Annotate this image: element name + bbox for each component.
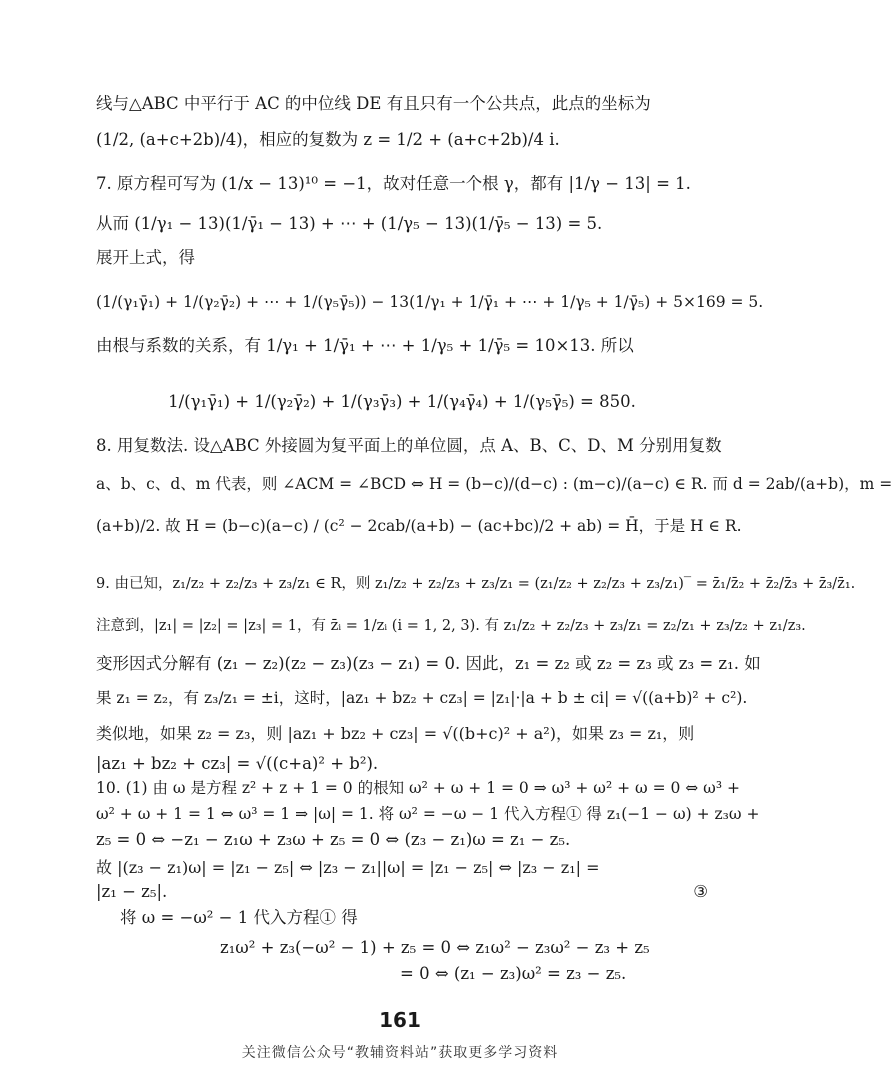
problem-9-line-2: 注意到，|z₁| = |z₂| = |z₃| = 1，有 z̄ᵢ = 1/zᵢ (i = 1, 2, 3). 有 z₁/z₂ + z₂/z₃ + z₃/z₁ = z₂/z₁ + z₃/z₂ + z₁/z₃. <box>96 618 806 634</box>
problem-8-line-2: a、b、c、d、m 代表，则 ∠ACM = ∠BCD ⇔ H = (b−c)/(d−c) : (m−c)/(a−c) ∈ R. 而 d = 2ab/(a+b)，m = <box>96 475 892 493</box>
problem-10-equation-line-2: = 0 ⇔ (z₁ − z₃)ω² = z₃ − z₅. <box>400 964 627 983</box>
problem-8-line-1: 8. 用复数法. 设△ABC 外接圆为复平面上的单位圆，点 A、B、C、D、M 分别用复数 <box>96 436 722 455</box>
problem-7-line-1: 7. 原方程可写为 (1/x − 13)¹⁰ = −1，故对任意一个根 γ，都有 |1/γ − 13| = 1. <box>96 174 691 193</box>
problem-10-equation-line-1: z₁ω² + z₃(−ω² − 1) + z₅ = 0 ⇔ z₁ω² − z₃ω² − z₃ + z₅ <box>220 938 650 957</box>
problem-7-line-2: 从而 (1/γ₁ − 13)(1/γ̄₁ − 13) + ⋯ + (1/γ₅ − 13)(1/γ̄₅ − 13) = 5. <box>96 214 603 233</box>
problem-7-line-5: 由根与系数的关系，有 1/γ₁ + 1/γ̄₁ + ⋯ + 1/γ₅ + 1/γ̄₅ = 10×13. 所以 <box>96 336 634 355</box>
problem-10-line-6: 将 ω = −ω² − 1 代入方程① 得 <box>120 908 358 927</box>
text-line-2: (1/2, (a+c+2b)/4)，相应的复数为 z = 1/2 + (a+c+2b)/4 i. <box>96 130 560 149</box>
problem-10-line-3: z₅ = 0 ⇔ −z₁ − z₁ω + z₃ω + z₅ = 0 ⇔ (z₃ − z₁)ω = z₁ − z₅. <box>96 830 571 849</box>
problem-8-line-3: (a+b)/2. 故 H = (b−c)(a−c) / (c² − 2cab/(a+b) − (ac+bc)/2 + ab) = H̄，于是 H ∈ R. <box>96 517 742 535</box>
text-line-1: 线与△ABC 中平行于 AC 的中位线 DE 有且只有一个公共点，此点的坐标为 <box>96 94 651 113</box>
problem-7-line-3: 展开上式，得 <box>96 248 195 267</box>
footer-notice: 关注微信公众号“教辅资料站”获取更多学习资料 <box>241 1045 559 1061</box>
problem-9-line-5: 类似地，如果 z₂ = z₃，则 |az₁ + bz₂ + cz₃| = √((b+c)² + a²)，如果 z₃ = z₁，则 <box>96 724 695 743</box>
problem-7-result-equation: 1/(γ₁γ̄₁) + 1/(γ₂γ̄₂) + 1/(γ₃γ̄₃) + 1/(γ₄γ̄₄) + 1/(γ₅γ̄₅) = 850. <box>168 392 636 411</box>
problem-10-line-2: ω² + ω + 1 = 1 ⇔ ω³ = 1 ⇒ |ω| = 1. 将 ω² = −ω − 1 代入方程① 得 z₁(−1 − ω) + z₃ω + <box>96 805 760 823</box>
problem-10-line-1: 10. (1) 由 ω 是方程 z² + z + 1 = 0 的根知 ω² + ω + 1 = 0 ⇒ ω³ + ω² + ω = 0 ⇔ ω³ + <box>96 779 740 797</box>
problem-10-line-4: 故 |(z₃ − z₁)ω| = |z₁ − z₅| ⇔ |z₃ − z₁||ω| = |z₁ − z₅| ⇔ |z₃ − z₁| = <box>96 858 600 877</box>
problem-7-expanded-equation: (1/(γ₁γ̄₁) + 1/(γ₂γ̄₂) + ⋯ + 1/(γ₅γ̄₅)) − 13(1/γ₁ + 1/γ̄₁ + ⋯ + 1/γ₅ + 1/γ̄₅) + 5×169 = 5. <box>96 293 764 311</box>
problem-9-line-1: 9. 由已知，z₁/z₂ + z₂/z₃ + z₃/z₁ ∈ R，则 z₁/z₂ + z₂/z₃ + z₃/z₁ = (z₁/z₂ + z₂/z₃ + z₃/z₁)‾ = z̄₁/z̄₂ + z̄₂/z̄₃ + z̄₃/z̄₁. <box>96 576 856 592</box>
problem-9-line-4: 果 z₁ = z₂，有 z₃/z₁ = ±i，这时，|az₁ + bz₂ + cz₃| = |z₁|·|a + b ± ci| = √((a+b)² + c²). <box>96 689 748 707</box>
equation-tag-3: ③ <box>693 882 708 901</box>
problem-9-line-3: 变形因式分解有 (z₁ − z₂)(z₂ − z₃)(z₃ − z₁) = 0. 因此，z₁ = z₂ 或 z₂ = z₃ 或 z₃ = z₁. 如 <box>96 654 761 673</box>
page-number: 161 <box>379 1008 421 1032</box>
problem-9-line-6: |az₁ + bz₂ + cz₃| = √((c+a)² + b²). <box>96 754 379 773</box>
problem-10-line-5: |z₁ − z₅|. <box>96 882 168 901</box>
